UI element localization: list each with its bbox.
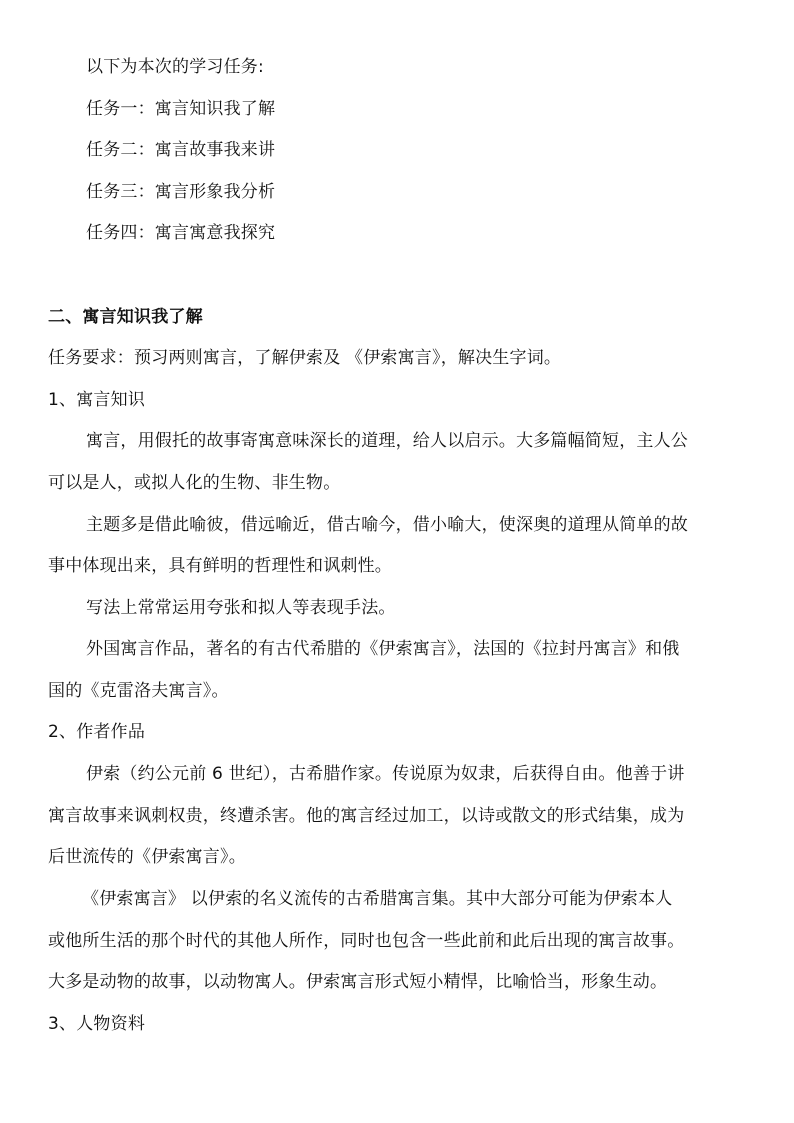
paragraph-line: 寓言，用假托的故事寄寓意味深长的道理，给人以启示。大多篇幅简短，主人公	[86, 431, 688, 451]
task-item-1: 任务一：寓言知识我了解	[86, 99, 276, 119]
paragraph-line: 外国寓言作品，著名的有古代希腊的《伊索寓言》，法国的《拉封丹寓言》和俄	[86, 639, 680, 659]
paragraph-line: 或他所生活的那个时代的其他人所作，同时也包含一些此前和此后出现的寓言故事。	[48, 931, 685, 951]
task-intro: 以下为本次的学习任务:	[86, 57, 264, 77]
subsection-heading-1: 1、寓言知识	[48, 390, 146, 410]
subsection-heading-3: 3、人物资料	[48, 1014, 146, 1034]
paragraph-line: 主题多是借此喻彼，借远喻近，借古喻今，借小喻大，使深奥的道理从简单的故	[86, 515, 688, 535]
task-requirement: 任务要求：预习两则寓言，了解伊索及 《伊索寓言》，解决生字词。	[48, 348, 562, 368]
paragraph-line: 可以是人，或拟人化的生物、非生物。	[48, 473, 341, 493]
task-item-3: 任务三：寓言形象我分析	[86, 182, 276, 202]
section-heading: 二、寓言知识我了解	[48, 307, 203, 327]
task-item-2: 任务二：寓言故事我来讲	[86, 140, 276, 160]
paragraph-line: 伊索（约公元前 6 世纪），古希腊作家。传说原为奴隶，后获得自由。他善于讲	[86, 764, 685, 784]
paragraph-line: 国的《克雷洛夫寓言》。	[48, 681, 229, 701]
paragraph-line: 后世流传的《伊索寓言》。	[48, 847, 246, 867]
paragraph-line: 大多是动物的故事，以动物寓人。伊索寓言形式短小精悍，比喻恰当，形象生动。	[48, 972, 668, 992]
subsection-heading-2: 2、作者作品	[48, 722, 146, 742]
paragraph-line: 《伊索寓言》 以伊索的名义流传的古希腊寓言集。其中大部分可能为伊索本人	[82, 889, 673, 909]
paragraph-line: 写法上常常运用夸张和拟人等表现手法。	[86, 598, 396, 618]
task-item-4: 任务四：寓言寓意我探究	[86, 223, 276, 243]
paragraph-line: 事中体现出来，具有鲜明的哲理性和讽刺性。	[48, 556, 392, 576]
paragraph-line: 寓言故事来讽刺权贵，终遭杀害。他的寓言经过加工，以诗或散文的形式结集，成为	[48, 806, 685, 826]
